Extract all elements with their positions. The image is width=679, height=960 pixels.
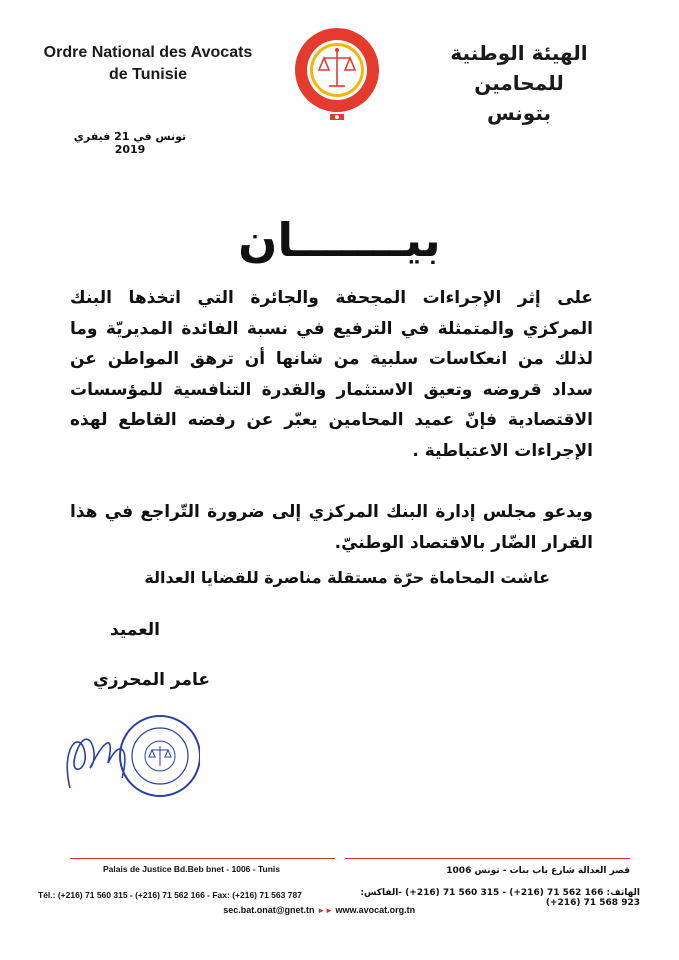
official-stamp-and-signature — [60, 708, 200, 804]
bar-association-logo — [292, 22, 382, 122]
org-name-arabic-line2: بتونس — [487, 101, 551, 125]
footer-website — [325, 905, 465, 915]
arrow-icon: ► — [317, 906, 325, 915]
signatory-name: عامر المحرزي — [93, 670, 210, 690]
org-name-french — [38, 42, 258, 86]
footer-phones-arabic: الهاتف: 166 562 71 (216+) - 315 560 71 (216+) -الفاكس: 923 568 71 (216+) — [360, 888, 640, 908]
org-name-french-line1: Ordre National des Avocats — [43, 44, 253, 61]
paragraph-2: ويدعو مجلس إدارة البنك المركزي إلى ضرورة التّراجع في هذا القرار الضّار بالاقتصاد الوطنيّ. — [70, 502, 593, 553]
website-text: www.avocat.org.tn — [335, 905, 416, 915]
footer-address-arabic: قصر العدالة شارع باب بنات - تونس 1006 — [446, 866, 630, 876]
org-name-arabic — [409, 38, 629, 128]
org-name-french-line2: de Tunisie — [109, 66, 187, 83]
document-title: بيـــــــان — [238, 213, 441, 267]
email-text: sec.bat.onat@gnet.tn — [223, 905, 315, 915]
org-name-arabic-line1: الهيئة الوطنية للمحامين — [450, 41, 588, 95]
footer-rule-right — [345, 858, 630, 859]
paragraph-1: على إثر الإجراءات المجحفة والجائرة التي اتخذها البنك المركزي والمتمثلة في الترفيع في نسبة الفائدة المديريّة وما لذلك من انعكاسات سلبية من شانها أن ترهق المواطن عن سداد قروضه وتعيق الاستثمار والقدرة التنافسية للمؤسسات الاقتصادية فإنّ عميد المحامين يعبّر عن رفضه القاطع لهذه الإجراءات الاعتباطية . — [70, 288, 593, 461]
signatory-title: العميد — [110, 620, 160, 640]
closing-slogan: عاشت المحاماة حرّة مستقلة مناصرة للقضايا العدالة — [144, 568, 550, 587]
footer-rule-left — [70, 858, 335, 859]
footer-phones-french: Tél.: (+216) 71 560 315 - (+216) 71 562 166 - Fax: (+216) 71 563 787 — [38, 890, 302, 900]
arrow-icon: ► — [325, 906, 333, 915]
statement-body — [70, 283, 593, 466]
document-date: تونس في 21 فيفري 2019 — [73, 130, 187, 156]
footer-address-french: Palais de Justice Bd.Beb bnet - 1006 - Tunis — [103, 864, 280, 874]
footer-email — [190, 905, 325, 915]
